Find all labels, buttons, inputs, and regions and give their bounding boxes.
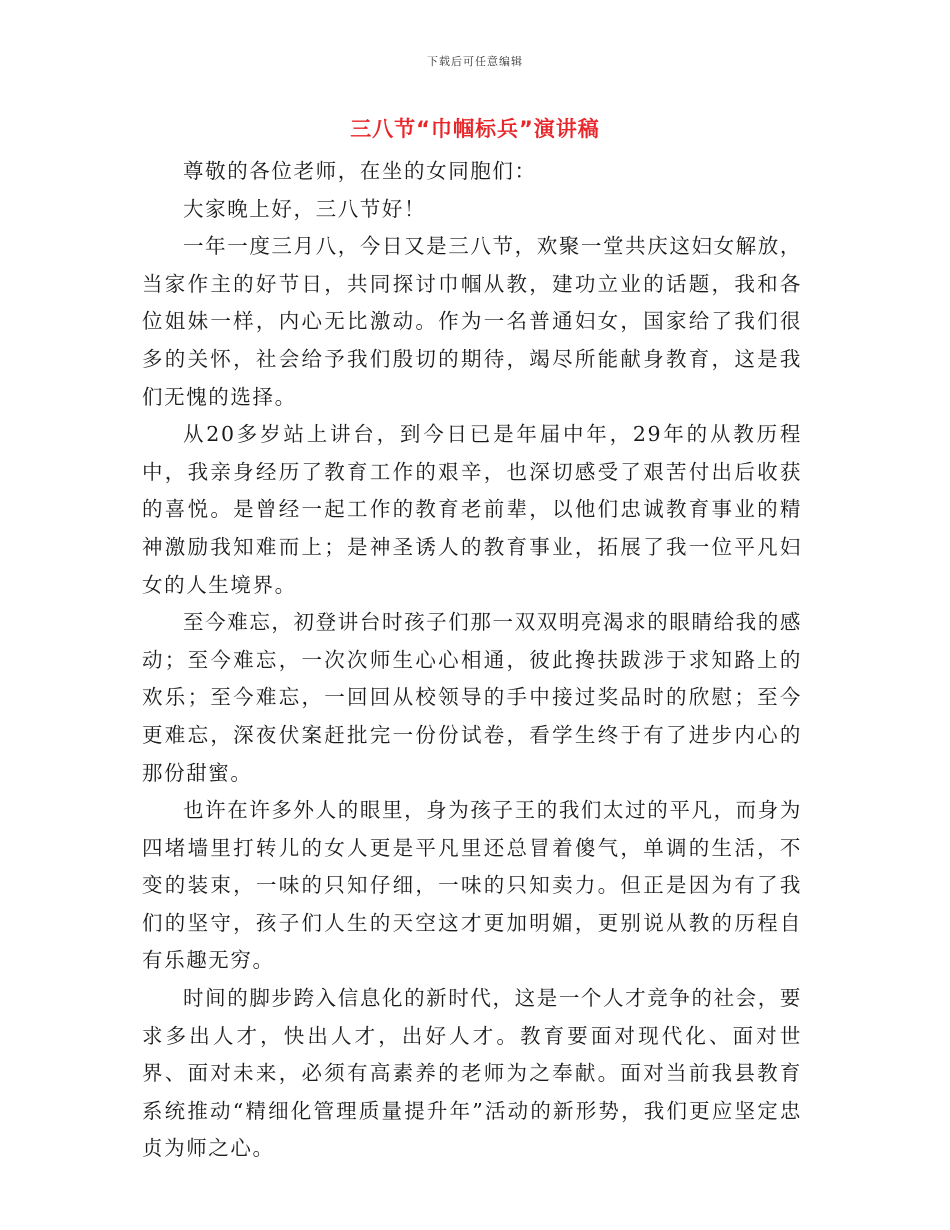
- header-note: 下载后可任意编辑: [427, 55, 523, 68]
- document-title: 三八节“巾帼标兵”演讲稿: [350, 117, 600, 141]
- paragraph: 至今难忘，初登讲台时孩子们那一双双明亮渴求的眼睛给我的感动；至今难忘，一次次师生心心相通，彼此搀扶跋涉于求知路上的欢乐；至今难忘，一回回从校领导的手中接过奖品时的欣慰；至今更难忘，深夜伏案赶批完一份份试卷，看学生终于有了进步内心的那份甜蜜。: [142, 610, 802, 785]
- paragraph: 一年一度三月八，今日又是三八节，欢聚一堂共庆这妇女解放，当家作主的好节日，共同探讨巾帼从教，建功立业的话题，我和各位姐妹一样，内心无比激动。作为一名普通妇女，国家给了我们很多的关怀，社会给予我们殷切的期待，竭尽所能献身教育，这是我们无愧的选择。: [142, 234, 802, 409]
- document-body: [142, 153, 802, 1168]
- paragraph-greeting: 大家晚上好，三八节好！: [183, 196, 427, 221]
- paragraph: 也许在许多外人的眼里，身为孩子王的我们太过的平凡，而身为四堵墙里打转儿的女人更是平凡里还总冒着傻气，单调的生活，不变的装束，一味的只知仔细，一味的只知卖力。但正是因为有了我们的坚守，孩子们人生的天空这才更加明媚，更别说从教的历程自有乐趣无穷。: [142, 798, 802, 973]
- paragraph-salutation: 尊敬的各位老师，在坐的女同胞们：: [183, 159, 537, 183]
- paragraph: 从20多岁站上讲台，到今日已是年届中年，29年的从教历程中，我亲身经历了教育工作的艰辛，也深切感受了艰苦付出后收获的喜悦。是曾经一起工作的教育老前辈，以他们忠诚教育事业的精神激励我知难而上；是神圣诱人的教育事业，拓展了我一位平凡妇女的人生境界。: [142, 422, 802, 597]
- paragraph: 时间的脚步跨入信息化的新时代，这是一个人才竞争的社会，要求多出人才，快出人才，出好人才。教育要面对现代化、面对世界、面对未来，必须有高素养的老师为之奉献。面对当前我县教育系统推动“精细化管理质量提升年”活动的新形势，我们更应坚定忠贞为师之心。: [142, 986, 802, 1161]
